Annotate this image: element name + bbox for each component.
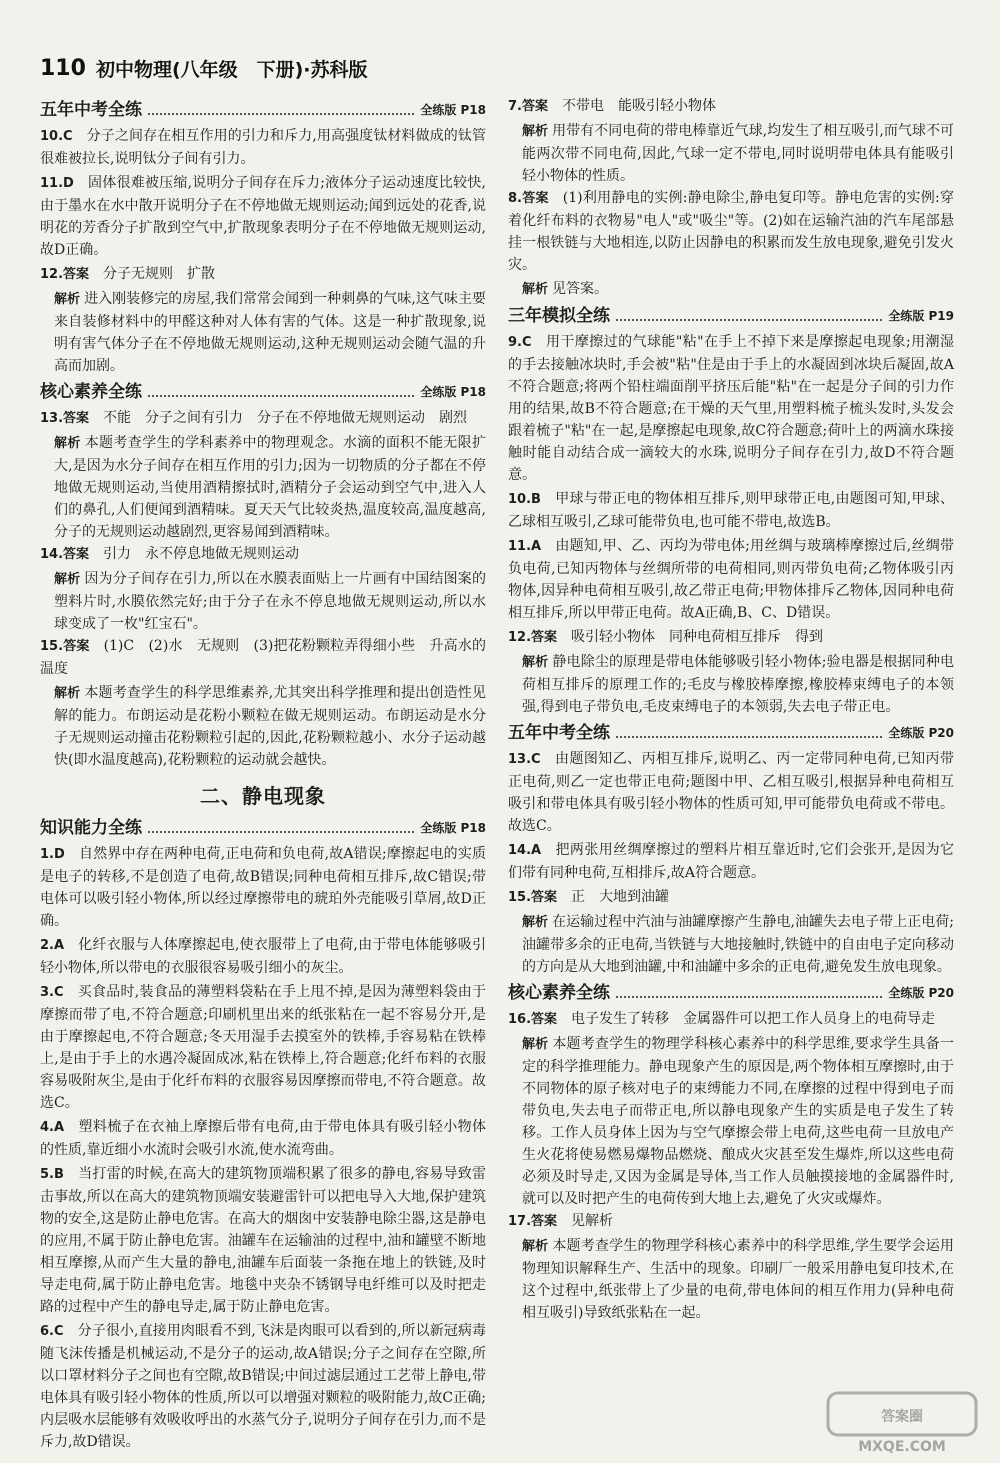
answer-text: 电子发生了转移 金属器件可以把工作人员身上的电荷导走: [571, 1011, 936, 1027]
watermark-url: MXQE.COM: [858, 1439, 946, 1455]
explanation-label: 解析: [522, 282, 549, 297]
section-divider: [148, 830, 414, 833]
section-divider: [616, 735, 882, 738]
answer-item: [508, 886, 954, 909]
answer-item: [40, 172, 486, 261]
answer-text: 正 大地到油罐: [571, 889, 670, 905]
question-number: 2.A: [40, 938, 65, 953]
answer-list: [508, 748, 954, 978]
question-number: 9.C: [508, 335, 532, 350]
question-number: 4.A: [40, 1120, 65, 1135]
answer-item: [40, 1163, 486, 1318]
watermark-title: 答案圈: [881, 1409, 923, 1425]
answer-item: [40, 263, 486, 286]
answer-item: [508, 95, 954, 118]
explanation-text: 本题考查学生的物理学科核心素养中的科学思维,要求学生具备一定的科学推理能力。静电现象产生的原因是,两个物体相互摩擦时,由于不同物体的原子核对电子的束缚能力不同,在摩擦的过程中得到电子而带负电,失去电子而带正电,所以静电现象产生的实质是电子发生了转移。工作人员身体上因为与空气摩擦会带上电荷,这些电荷一旦放电产生火花将使易燃易爆物品燃烧、酿成火灾甚至发生爆炸,所以这些电荷必须及时导走,又因为金属是导体,当工作人员触摸接地的金属器件时,就可以及时把产生的电荷传到大地上去,避免了火灾或爆炸。: [522, 1036, 954, 1207]
answer-item: [40, 934, 486, 979]
explanation-label: 解析: [54, 436, 81, 451]
answer-item: [508, 535, 954, 624]
answer-list: [508, 1008, 954, 1324]
explanation-text: 用带有不同电荷的带电棒靠近气球,均发生了相互吸引,而气球不可能两次带不同电荷,因此,气球一定不带电,同时说明带电体具有能吸引轻小物体的性质。: [522, 123, 954, 184]
explanation-label: 解析: [522, 1037, 549, 1052]
answer-text: 分子之间存在相互作用的引力和斥力,用高强度钛材料做成的钛管很难被拉长,说明钛分子间有引力。: [40, 128, 486, 167]
answer-item: [508, 331, 954, 486]
answer-text: 固体很难被压缩,说明分子间存在斥力;液体分子运动速度比较快,由于墨水在水中散开说明分子在不停地做无规则运动;闻到远处的花香,说明花的芳香分子扩散到空气中,扩散现象表明分子在不停地做无规则运动,故D正确。: [40, 175, 486, 258]
answer-item: [508, 626, 954, 649]
explanation-label: 解析: [54, 292, 81, 307]
section-title: 知识能力全练: [40, 818, 142, 838]
answer-item: [508, 839, 954, 884]
answer-item: [508, 1008, 954, 1031]
answer-item: [40, 543, 486, 566]
section-header: [40, 381, 486, 403]
section-ref: 全练版 P18: [420, 821, 486, 835]
section-header: [508, 722, 954, 744]
answer-text: 引力 永不停息地做无规则运动: [103, 546, 300, 562]
explanation-text: 本题考查学生的物理学科核心素养中的科学思维,学生要学会运用物理知识解释生产、生活中的现象。印刷厂一般采用静电复印技术,在这个过程中,纸张带上了少量的电荷,带电体间的相互作用力(异种电荷相互吸引)导致纸张粘在一起。: [522, 1238, 954, 1321]
question-number: 12.答案: [40, 267, 90, 282]
question-number: 10.C: [40, 129, 73, 144]
answer-text: (1)C (2)水 无规则 (3)把花粉颗粒弄得细小些 升高水的温度: [40, 638, 486, 677]
answer-text: 不带电 能吸引轻小物体: [561, 98, 716, 114]
question-number: 15.答案: [508, 890, 558, 905]
question-number: 17.答案: [508, 1214, 558, 1229]
explanation: [508, 278, 954, 301]
answer-item: [40, 635, 486, 680]
explanation-text: 本题考查学生的学科素养中的物理观念。水滴的面积不能无限扩大,是因为水分子间存在相互作用的引力;因为一切物质的分子都在不停地做无规则运动,当使用酒精擦拭时,酒精分子会运动到空气中,进入人们的鼻孔,人们便闻到酒精味。夏天天气比较炎热,温度较高,温度越高,分子的无规则运动越剧烈,更容易闻到酒精味。: [54, 435, 486, 540]
section-title: 五年中考全练: [40, 100, 142, 120]
section-header: [508, 982, 954, 1004]
section-divider: [148, 394, 414, 397]
answer-text: (1)利用静电的实例:静电除尘,静电复印等。静电危害的实例:穿着化纤布料的衣物易"电人"或"吸尘"等。(2)如在运输汽油的汽车尾部悬挂一根铁链与大地相连,以防止因静电的积累而发生放电现象,避免引发火灾。: [508, 190, 955, 273]
section-ref: 全练版 P20: [888, 986, 954, 1000]
answer-item: [508, 1210, 954, 1233]
explanation-text: 本题考查学生的科学思维素养,尤其突出科学推理和提出创造性见解的能力。布朗运动是花粉小颗粒在做无规则运动。布朗运动是水分子无规则运动撞击花粉颗粒引起的,因此,花粉颗粒越小、水分子运动越快(即水温度越高),花粉颗粒的运动就会越快。: [54, 685, 486, 768]
section-title: 核心素养全练: [40, 382, 142, 402]
question-number: 11.D: [40, 176, 74, 191]
question-number: 16.答案: [508, 1012, 558, 1027]
explanation: [40, 288, 486, 377]
answer-text: 见解析: [571, 1213, 614, 1229]
explanation-label: 解析: [54, 686, 81, 701]
book-title: 初中物理(八年级 下册)·苏科版: [95, 59, 368, 81]
section-divider: [616, 318, 882, 321]
explanation-text: 在运输过程中汽油与油罐摩擦产生静电,油罐失去电子带上正电荷;油罐带多余的正电荷,当铁链与大地接触时,铁链中的自由电子定向移动的方向是从大地到油罐,中和油罐中多余的正电荷,避免发生放电现象。: [522, 914, 954, 975]
answer-text: 当打雷的时候,在高大的建筑物顶端积累了很多的静电,容易导致雷击事故,所以在高大的建筑物顶端安装避雷针可以把电导入大地,保护建筑物的安全,这是防止静电危害。在高大的烟囱中安装静电除尘器,这是静电的应用,不属于防止静电危害。油罐车在运输油的过程中,油和罐壁不断地相互摩擦,从而产生大量的静电,油罐车后面装一条拖在地上的铁链,及时导走电荷,属于防止静电危害。地毯中夹杂不锈钢导电纤维可以及时把走路的过程中产生的静电导走,属于防止静电危害。: [40, 1166, 486, 1315]
answer-item: [508, 488, 954, 533]
explanation-label: 解析: [522, 124, 549, 139]
section-ref: 全练版 P19: [888, 309, 954, 323]
section-divider: [616, 995, 882, 998]
explanation: [508, 1033, 954, 1210]
chapter-title: 二、静电现象: [200, 784, 326, 808]
answer-item: [508, 748, 954, 837]
question-number: 3.C: [40, 985, 64, 1000]
answer-text: 自然界中存在两种电荷,正电荷和负电荷,故A错误;摩擦起电的实质是电子的转移,不是创造了电荷,故B错误;同种电荷相互排斥,故C错误;带电体可以吸引轻小物体,所以经过摩擦带电的琥珀外壳能吸引草屑,故D正确。: [40, 846, 486, 929]
question-number: 6.C: [40, 1324, 64, 1339]
answer-item: [40, 125, 486, 170]
section-title: 三年模拟全练: [508, 306, 610, 326]
question-number: 11.A: [508, 539, 542, 554]
explanation-label: 解析: [54, 572, 81, 587]
question-number: 1.D: [40, 847, 65, 862]
answer-text: 化纤衣服与人体摩擦起电,使衣服带上了电荷,由于带电体能够吸引轻小物体,所以带电的衣服很容易吸引细小的灰尘。: [40, 937, 486, 976]
explanation: [508, 1235, 954, 1324]
answer-text: 用干摩擦过的气球能"粘"在手上不掉下来是摩擦起电现象;用潮湿的手去接触冰块时,手会被"粘"住是由于手上的水凝固到冰块后凝固,故A不符合题意;将两个铅柱端面削平挤压后能"粘"在一起是分子间的引力作用的结果,故B不符合题意;在干燥的天气里,用塑料梳子梳头发时,头发会跟着梳子"粘"在一起,是摩擦起电现象,故C符合题意;荷叶上的两滴水珠接触时能自动结合成一滴较大的水珠,说明分子间存在引力,故D不符合题意。: [508, 334, 954, 483]
section-ref: 全练版 P18: [420, 385, 486, 399]
section-header: [508, 305, 954, 327]
question-number: 13.答案: [40, 411, 90, 426]
section-title: 核心素养全练: [508, 983, 610, 1003]
section-divider: [148, 112, 414, 115]
answer-text: 把两张用丝绸摩擦过的塑料片相互靠近时,它们会张开,是因为它们带有同种电荷,互相排斥,故A符合题意。: [508, 842, 954, 881]
explanation: [508, 911, 954, 978]
question-number: 12.答案: [508, 630, 558, 645]
explanation-label: 解析: [522, 915, 549, 930]
question-number: 7.答案: [508, 99, 548, 114]
answer-item: [40, 1320, 486, 1453]
answer-item: [508, 187, 954, 276]
explanation: [508, 120, 954, 187]
section-header: [40, 99, 486, 121]
explanation-text: 静电除尘的原理是带电体能够吸引轻小物体;验电器是根据同种电荷相互排斥的原理工作的;毛皮与橡胶棒摩擦,橡胶棒束缚电子的本领强,得到电子带负电,毛皮束缚电子的本领弱,失去电子带正电。: [522, 654, 954, 715]
question-number: 14.A: [508, 843, 542, 858]
answer-text: 塑料梳子在衣袖上摩擦后带有电荷,由于带电体具有吸引轻小物体的性质,靠近细小水流时会吸引水流,使水流弯曲。: [40, 1119, 486, 1158]
answer-text: 买食品时,装食品的薄塑料袋粘在手上甩不掉,是因为薄塑料袋由于摩擦而带了电,不符合题意;印刷机里出来的纸张粘在一起不容易分开,是由于摩擦起电,不符合题意;冬天用湿手去摸室外的铁棒,手容易粘在铁棒上,是由于手上的水遇冷凝固成冰,粘在铁棒上,符合题意;化纤布料的衣服容易吸附灰尘,是由于化纤布料的衣服容易因摩擦而带电,不符合题意。故选C。: [40, 984, 486, 1111]
question-number: 14.答案: [40, 547, 90, 562]
watermark-logo: [822, 1387, 982, 1457]
answer-text: 分子很小,直接用肉眼看不到,飞沫是肉眼可以看到的,所以新冠病毒随飞沫传播是机械运动,不是分子的运动,故A错误;分子之间存在空隙,所以口罩材料分子之间也有空隙,故B错误;中间过滤层通过工艺带上静电,带电体具有吸引轻小物体的性质,所以可以增强对颗粒的吸附能力,故C正确;内层吸水层能够有效吸收呼出的水蒸气分子,说明分子间存在引力,而不是斥力,故D错误。: [40, 1323, 486, 1450]
question-number: 10.B: [508, 492, 541, 507]
answer-text: 吸引轻小物体 同种电荷相互排斥 得到: [571, 629, 824, 645]
answer-text: 由题知,甲、乙、丙均为带电体;用丝绸与玻璃棒摩擦过后,丝绸带负电荷,已知丙物体与丝绸所带的电荷相同,则丙带负电荷;乙物体吸引丙物体,因异种电荷相互吸引,故乙带正电荷;甲物体排斥乙物体,因同种电荷相互排斥,所以甲带正电荷。故A正确,B、C、D错误。: [508, 538, 954, 621]
section-header: [40, 817, 486, 839]
explanation: [40, 432, 486, 543]
answer-text: 由题图知乙、丙相互排斥,说明乙、丙一定带同种电荷,已知丙带正电荷,则乙一定也带正电荷;题图中甲、乙相互吸引,根据异种电荷相互吸引和带电体具有吸引轻小物体的性质可知,甲可能带负电荷或不带电。故选C。: [508, 751, 954, 834]
answer-text: 甲球与带正电的物体相互排斥,则甲球带正电,由题图可知,甲球、乙球相互吸引,乙球可能带负电,也可能不带电,故选B。: [508, 491, 954, 530]
question-number: 5.B: [40, 1167, 64, 1182]
left-column: [40, 95, 486, 1455]
page-number: 110: [40, 56, 86, 81]
explanation: [40, 568, 486, 635]
question-number: 8.答案: [508, 191, 549, 206]
section-title: 五年中考全练: [508, 723, 610, 743]
question-number: 13.C: [508, 752, 541, 767]
answer-item: [40, 981, 486, 1114]
answer-list: [508, 95, 954, 301]
explanation: [508, 651, 954, 718]
question-number: 15.答案: [40, 639, 90, 654]
section-ref: 全练版 P18: [420, 103, 486, 117]
answer-list: [40, 407, 486, 771]
answer-item: [40, 843, 486, 932]
explanation-text: 进入刚装修完的房屋,我们常常会闻到一种刺鼻的气味,这气味主要来自装修材料中的甲醛这种对人体有害的气体。这是一种扩散现象,说明有害气体分子在不停地做无规则运动,这种无规则运动会随气温的升高而加剧。: [54, 291, 486, 374]
explanation: [40, 682, 486, 771]
page-header: [40, 55, 368, 82]
right-column: [508, 95, 954, 1324]
section-ref: 全练版 P20: [888, 726, 954, 740]
answer-item: [40, 407, 486, 430]
answer-text: 分子无规则 扩散: [103, 266, 216, 282]
answer-text: 不能 分子之间有引力 分子在不停地做无规则运动 剧烈: [103, 410, 468, 426]
explanation-label: 解析: [522, 1239, 549, 1254]
answer-list: [40, 125, 486, 377]
answer-list: [508, 331, 954, 718]
explanation-text: 因为分子间存在引力,所以在水膜表面贴上一片画有中国结图案的塑料片时,水膜依然完好;由于分子在永不停息地做无规则运动,所以水球变成了一枚"红宝石"。: [54, 571, 486, 632]
explanation-label: 解析: [522, 655, 549, 670]
answer-list: [40, 843, 486, 1453]
answer-item: [40, 1116, 486, 1161]
explanation-text: 见答案。: [552, 281, 609, 297]
